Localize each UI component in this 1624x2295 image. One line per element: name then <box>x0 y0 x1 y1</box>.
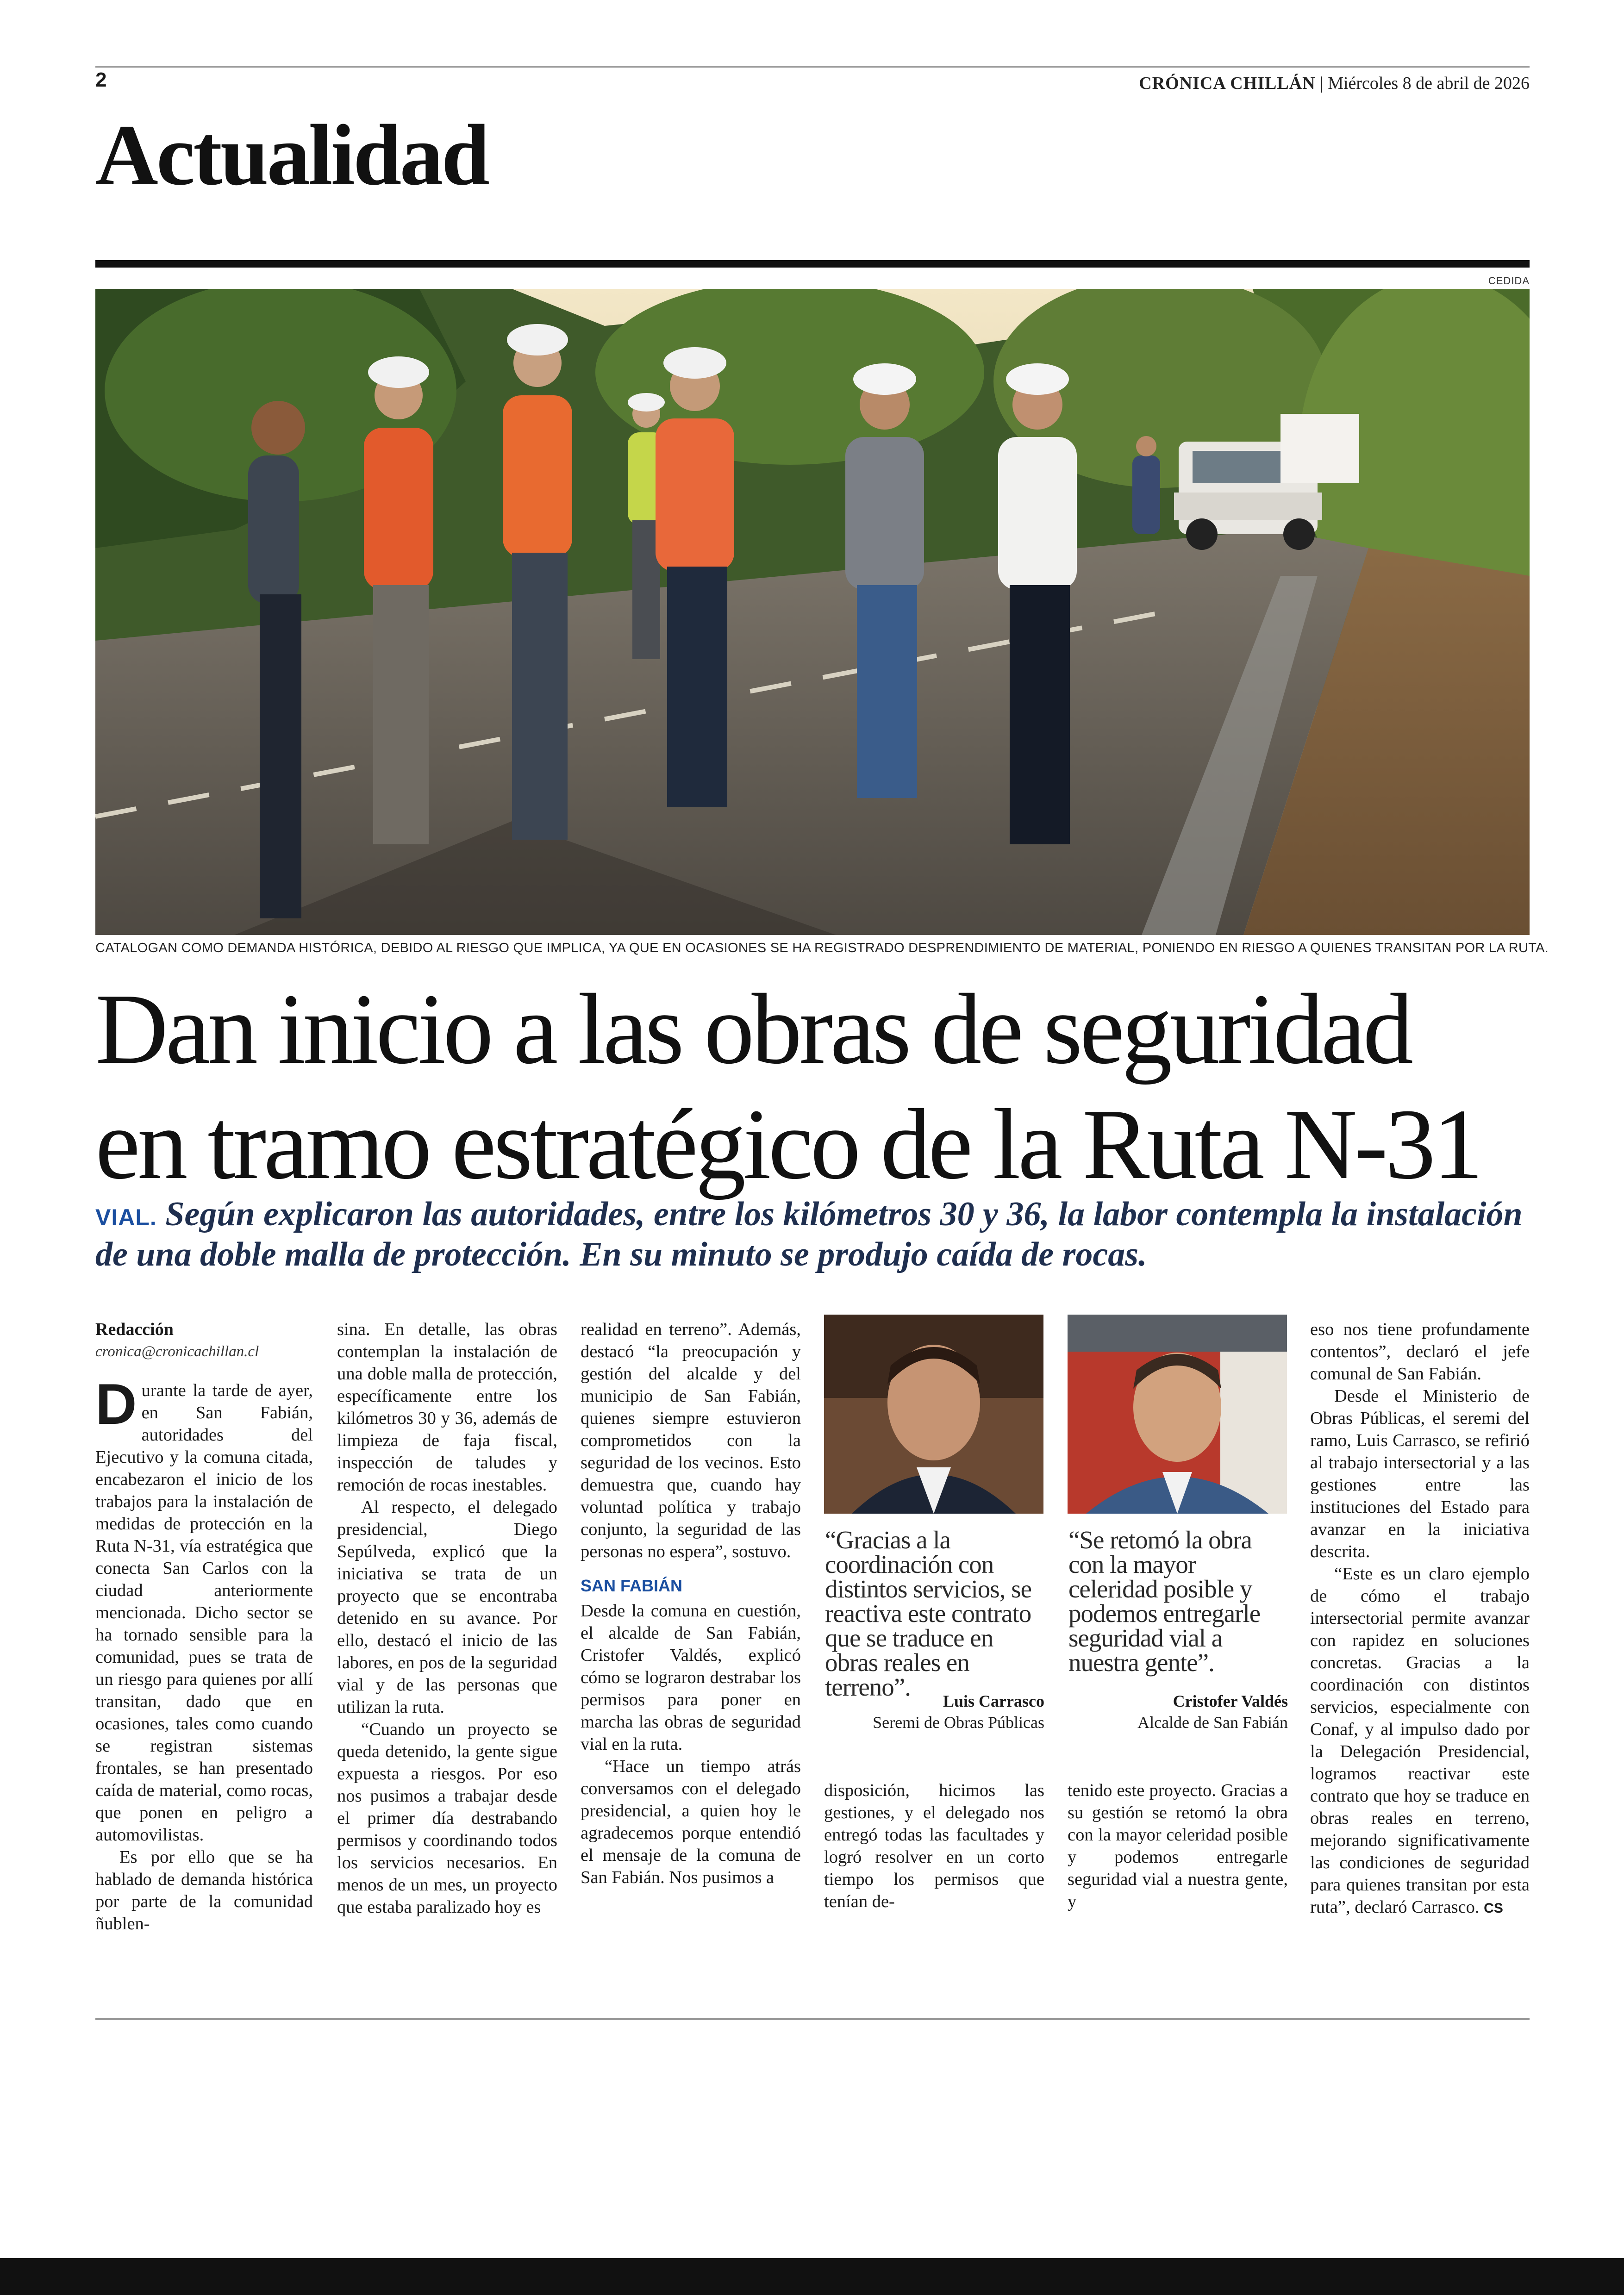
paragraph: Desde el Ministerio de Obras Públicas, el seremi del ramo, Luis Carrasco, se refirió al trabajo intersectorial y a las gestiones entre las instituciones del Estado para avanzar en la iniciativa descrita. <box>1310 1386 1530 1561</box>
paragraph: sina. En detalle, las obras contemplan la instalación de una doble malla de protección, específicamente entre los kilómetros 30 y 36, además de limpieza de faja fiscal, inspección de taludes y remoción de rocas inestables. <box>337 1320 557 1495</box>
paragraph: “Cuando un proyecto se queda detenido, la gente sigue expuesta a riesgos. Por eso nos pusimos a trabajar desde el primer día destrabando permisos y coordinando todos los servicios necesarios. En menos de un mes, un proyecto que estaba paralizado hoy es <box>337 1720 557 1917</box>
paragraph: Es por ello que se ha hablado de demanda histórica por parte de la comunidad ñublen- <box>95 1847 313 1933</box>
pull-quote-2: “Se retomó la obra con la mayor celeridad posible y podemos entregarle seguridad vial a nuestra gente”. <box>1068 1526 1261 1677</box>
section-title: Actualidad <box>95 106 488 203</box>
article-column-4 <box>824 1779 1044 1913</box>
pull-quote-1: “Gracias a la coordinación con distintos servicios, se reactiva este contrato que se traduce en obras reales en terreno”. <box>825 1526 1032 1701</box>
paragraph: eso nos tiene profundamente contentos”, declaró el jefe comunal de San Fabián. <box>1310 1320 1530 1384</box>
paragraph: Desde la comuna en cuestión, el alcalde de San Fabián, Cristofer Valdés, explicó cómo se lograron destrabar los permisos para poner en marcha las obras de seguridad vial en la ruta. <box>581 1601 801 1754</box>
article-column-3 <box>581 1318 801 1889</box>
paragraph: disposición, hicimos las gestiones, y el delegado nos entregó todas las facultades y logró resolver en un corto tiempo los permisos que tenían de- <box>824 1781 1044 1911</box>
end-mark: CS <box>1484 1901 1503 1916</box>
byline-email: cronica@cronicachillan.cl <box>95 1343 259 1360</box>
paragraph: tenido este proyecto. Gracias a su gestión se retomó la obra con la mayor celeridad posible y podemos entregarle seguridad vial a nuestra gente, y <box>1068 1781 1288 1911</box>
lead-photo-illustration <box>95 289 1530 935</box>
top-rule <box>95 66 1530 68</box>
deck-text: Según explicaron las autoridades, entre los kilómetros 30 y 36, la labor contempla la instalación de una doble malla de protección. En su minuto se produjo caída de rocas. <box>95 1195 1523 1274</box>
article-column-2 <box>337 1318 557 1918</box>
subhead: SAN FABIÁN <box>581 1576 683 1595</box>
portrait-photo <box>1068 1315 1287 1514</box>
article-deck <box>95 1194 1530 1275</box>
headline-line-2: en tramo estratégico de la Ruta N-31 <box>95 1088 1481 1200</box>
quote-person-name: Cristofer Valdés <box>1173 1692 1288 1710</box>
article-headline <box>95 972 1549 1202</box>
paragraph: Durante la tarde de ayer, en San Fabián, autoridades del Ejecutivo y la comuna citada, encabezaron el inicio de los trabajos para la instalación de medidas de protección en la Ruta N-31, vía estratégica que conecta San Carlos con la ciudad anteriormente mencionada. Dicho sector se ha tornado sensible para la comunidad, pues se trata de un riesgo para quienes por allí transitan, dado que en ocasiones, tales como cuando se registran sistemas frontales, se han presentado caída de material, como rocas, que ponen en peligro a automovilistas. <box>95 1372 313 1845</box>
photo-credit: CEDIDA <box>1488 275 1530 287</box>
article-column-5 <box>1068 1779 1288 1913</box>
footer-band <box>0 2258 1624 2295</box>
quote-person-name: Luis Carrasco <box>943 1692 1044 1710</box>
paragraph: “Este es un claro ejemplo de cómo el trabajo intersectorial permite avanzar con rapidez en soluciones concretas. Gracias a la coordinación con distintos servicios, especialmente con Conaf, y al impulso dado por la Delegación Presidencial, logramos reactivar este contrato que hoy se traduce en obras reales en terreno, mejorando significativamente las condiciones de seguridad para quienes transitan por esta ruta”, declaró Carrasco. CS <box>1310 1564 1530 1917</box>
quote-person-role: Seremi de Obras Públicas <box>873 1713 1044 1732</box>
article-column-1 <box>95 1318 313 1935</box>
portrait-photo <box>824 1315 1043 1514</box>
pull-quote-2-attribution <box>1068 1690 1288 1733</box>
pull-quote-1-attribution <box>825 1690 1044 1733</box>
deck-kicker: VIAL. <box>95 1204 157 1230</box>
paragraph: “Hace un tiempo atrás conversamos con el delegado presidencial, a quien hoy le agradecemos porque entendió el mensaje de la comuna de San Fabián. Nos pusimos a <box>581 1757 801 1887</box>
article-column-6 <box>1310 1318 1530 1920</box>
photo-caption: CATALOGAN COMO DEMANDA HISTÓRICA, DEBIDO AL RIESGO QUE IMPLICA, YA QUE EN OCASIONES SE HA REGISTRADO DESPRENDIMIENTO DE MATERIAL, PONIENDO EN RIESGO A QUIENES TRANSITAN POR LA RUTA. <box>95 941 1549 955</box>
drop-cap: D <box>95 1372 137 1436</box>
lead-photo <box>95 289 1530 935</box>
paragraph: Al respecto, el delegado presidencial, Diego Sepúlveda, explicó que la iniciativa se trata de un proyecto que se encontraba detenido en su avance. Por ello, destacó el inicio de las labores, en pos de la seguridad vial y de las personas que utilizan la ruta. <box>337 1497 557 1717</box>
dateline: CRÓNICA CHILLÁN | Miércoles 8 de abril de 2026 <box>1139 74 1530 93</box>
byline: Redacción <box>95 1320 174 1339</box>
bottom-rule <box>95 2018 1530 2020</box>
paragraph: realidad en terreno”. Además, destacó “la preocupación y gestión del alcalde y del municipio de San Fabián, quienes siempre estuvieron comprometidos con la seguridad de los vecinos. Esto demuestra que, cuando hay voluntad política y trabajo conjunto, la seguridad de las personas no espera”, sostuvo. <box>581 1320 801 1561</box>
portrait-luis-carrasco <box>824 1315 1043 1514</box>
portrait-cristofer-valdes <box>1068 1315 1287 1514</box>
headline-line-1: Dan inicio a las obras de seguridad <box>95 973 1411 1085</box>
publication-name: CRÓNICA CHILLÁN <box>1139 74 1316 93</box>
page-number: 2 <box>95 69 107 91</box>
section-rule <box>95 260 1530 268</box>
issue-date: Miércoles 8 de abril de 2026 <box>1328 74 1530 93</box>
quote-person-role: Alcalde de San Fabián <box>1137 1713 1288 1732</box>
